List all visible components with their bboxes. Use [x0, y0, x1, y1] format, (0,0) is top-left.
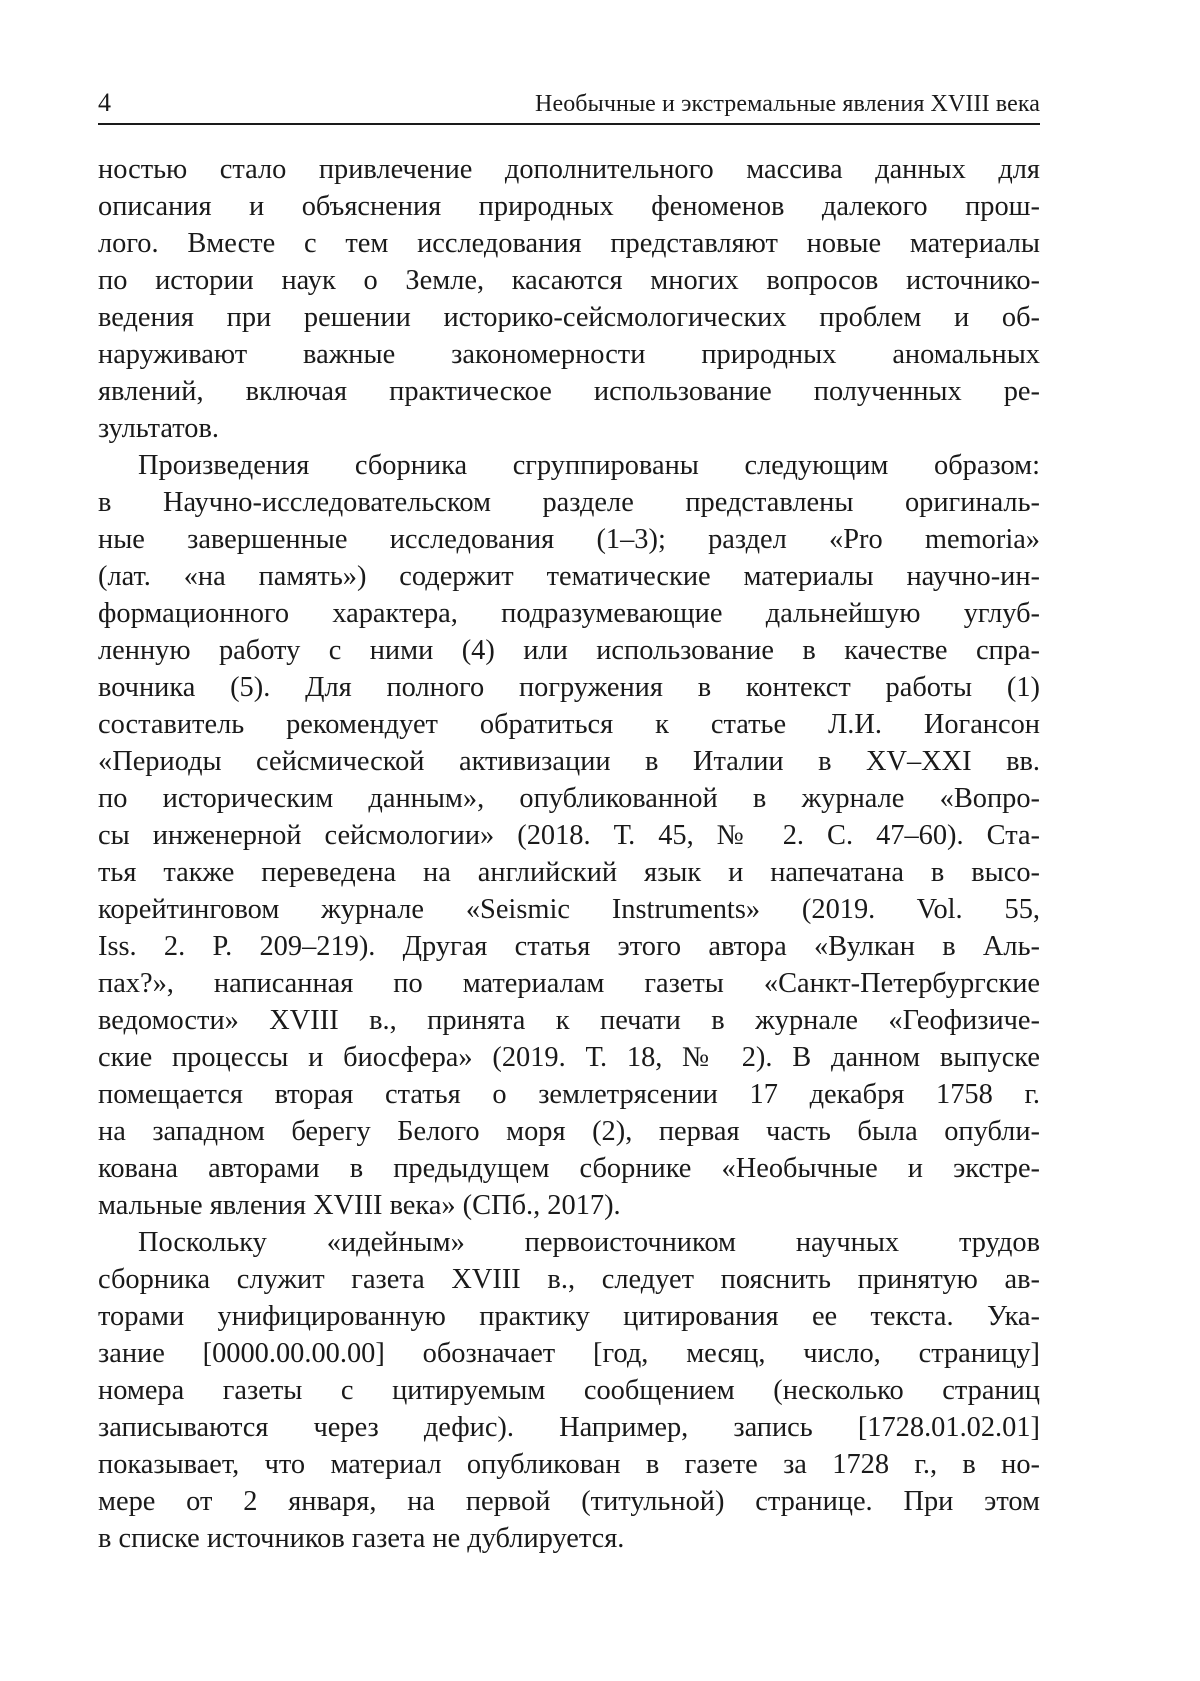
- text-line: мальные явления XVIII века» (СПб., 2017).: [98, 1187, 1040, 1224]
- text-line: ские процессы и биосфера» (2019. Т. 18, № 2). В данном выпуске: [98, 1039, 1040, 1076]
- text-line: вочника (5). Для полного погружения в контекст работы (1): [98, 669, 1040, 706]
- text-line: Iss. 2. P. 209–219). Другая статья этого автора «Вулкан в Аль-: [98, 928, 1040, 965]
- text-line: по историческим данным», опубликованной в журнале «Вопро-: [98, 780, 1040, 817]
- text-line: ведомости» XVIII в., принята к печати в журнале «Геофизиче-: [98, 1002, 1040, 1039]
- text-line: показывает, что материал опубликован в газете за 1728 г., в но-: [98, 1446, 1040, 1483]
- body-text: [98, 151, 1040, 1557]
- running-title: Необычные и экстремальные явления XVIII века: [535, 89, 1040, 119]
- text-line: зание [0000.00.00.00] обозначает [год, месяц, число, страницу]: [98, 1335, 1040, 1372]
- text-line: корейтинговом журнале «Seismic Instruments» (2019. Vol. 55,: [98, 891, 1040, 928]
- text-line: тья также переведена на английский язык и напечатана в высо-: [98, 854, 1040, 891]
- text-line: сборника служит газета XVIII в., следует пояснить принятую ав-: [98, 1261, 1040, 1298]
- text-line: описания и объяснения природных феноменов далекого прош-: [98, 188, 1040, 225]
- text-line: торами унифицированную практику цитирования ее текста. Ука-: [98, 1298, 1040, 1335]
- text-line: составитель рекомендует обратиться к статье Л.И. Иогансон: [98, 706, 1040, 743]
- text-line: сы инженерной сейсмологии» (2018. Т. 45, № 2. С. 47–60). Ста-: [98, 817, 1040, 854]
- text-line: Поскольку «идейным» первоисточником научных трудов: [98, 1224, 1040, 1261]
- text-line: формационного характера, подразумевающие дальнейшую углуб-: [98, 595, 1040, 632]
- text-line: ностью стало привлечение дополнительного массива данных для: [98, 151, 1040, 188]
- text-line: «Периоды сейсмической активизации в Италии в XV–XXI вв.: [98, 743, 1040, 780]
- text-line: по истории наук о Земле, касаются многих вопросов источнико-: [98, 262, 1040, 299]
- text-line: (лат. «на память») содержит тематические материалы научно-ин-: [98, 558, 1040, 595]
- text-line: явлений, включая практическое использование полученных ре-: [98, 373, 1040, 410]
- text-line: ные завершенные исследования (1–3); раздел «Pro memoria»: [98, 521, 1040, 558]
- text-line: помещается вторая статья о землетрясении 17 декабря 1758 г.: [98, 1076, 1040, 1113]
- text-line: лого. Вместе с тем исследования представляют новые материалы: [98, 225, 1040, 262]
- text-line: ленную работу с ними (4) или использование в качестве спра-: [98, 632, 1040, 669]
- text-line: в списке источников газета не дублируется.: [98, 1520, 1040, 1557]
- page-number: 4: [98, 88, 111, 118]
- paragraph-3: [98, 1224, 1040, 1557]
- text-line: записываются через дефис). Например, запись [1728.01.02.01]: [98, 1409, 1040, 1446]
- text-line: номера газеты с цитируемым сообщением (несколько страниц: [98, 1372, 1040, 1409]
- text-line: пах?», написанная по материалам газеты «Санкт-Петербургские: [98, 965, 1040, 1002]
- text-line: ведения при решении историко-сейсмологических проблем и об-: [98, 299, 1040, 336]
- text-line: в Научно-исследовательском разделе представлены оригиналь-: [98, 484, 1040, 521]
- running-header: [98, 88, 1040, 125]
- paragraph-1: [98, 151, 1040, 447]
- paragraph-2: [98, 447, 1040, 1224]
- text-line: мере от 2 января, на первой (титульной) странице. При этом: [98, 1483, 1040, 1520]
- book-page: [98, 88, 1040, 1557]
- text-line: наруживают важные закономерности природных аномальных: [98, 336, 1040, 373]
- text-line: кована авторами в предыдущем сборнике «Необычные и экстре-: [98, 1150, 1040, 1187]
- text-line: Произведения сборника сгруппированы следующим образом:: [98, 447, 1040, 484]
- text-line: зультатов.: [98, 410, 1040, 447]
- text-line: на западном берегу Белого моря (2), первая часть была опубли-: [98, 1113, 1040, 1150]
